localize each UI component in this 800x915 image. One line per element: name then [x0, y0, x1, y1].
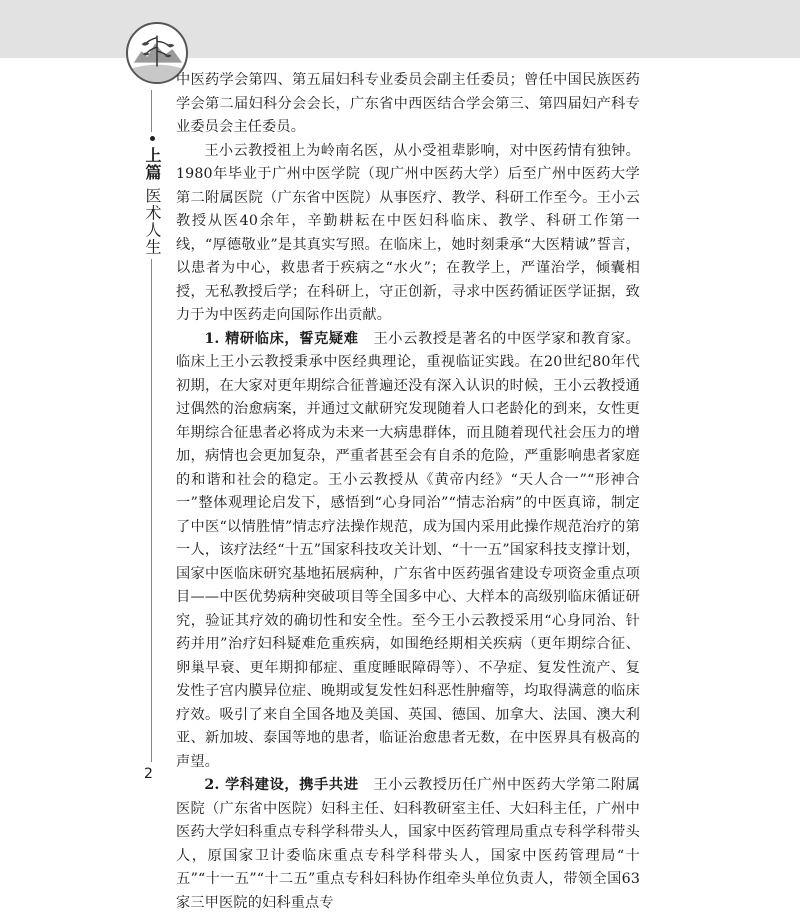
chapter-label: 医术人生 — [143, 187, 162, 256]
section-heading: 1. 精研临床，誓克疑难 — [204, 330, 359, 347]
body-text — [176, 69, 640, 915]
paragraph: 中医药学会第四、第五届妇科专业委员会副主任委员；曾任中国民族医药学会第二届妇科分会会长，广东省中西医结合学会第三、第四届妇产科专业委员会主任委员。 — [176, 72, 640, 135]
paragraph-body: 王小云教授历任广州中医药大学第二附属医院（广东省中医院）妇科主任、妇科教研室主任、大妇科主任，广州中医药大学妇科重点专科学科带头人，国家中医药管理局重点专科学科带头人，原国家卫计委临床重点专科学科带头人，国家中医药管理局“十五”“十一五”“十二五”重点专科妇科协作组牵头单位负责人，带领全国63家三甲医院的妇科重点专 — [176, 777, 640, 911]
header-band — [0, 0, 800, 58]
section-heading: 2. 学科建设，携手共进 — [204, 777, 359, 793]
page-number: 2 — [144, 766, 153, 782]
bullet-dot-icon — [150, 136, 155, 141]
paragraph — [176, 774, 640, 915]
paragraph — [176, 328, 640, 775]
paragraph-body: 王小云教授是著名的中医学家和教育家。临床上王小云教授秉承中医经典理论，重视临证实践。在20世纪80年代初期，在大家对更年期综合征普遍还没有深入认识的时候，王小云教授通过偶然的治愈病案，并通过文献研究发现随着人口老龄化的到来，女性更年期综合征患者必将成为未来一大病患群体，而且随着现代社会压力的增加，病情也会更加复杂，严重者甚至会有自杀的危险，严重影响患者家庭的和谐和社会的稳定。王小云教授从《黄帝内经》“天人合一”“形神合一”整体观理论启发下，感悟到“心身同治”“情志治病”的中医真谛，制定了中医“以情胜情”情志疗法操作规范，成为国内采用此操作规范治疗的第一人，该疗法经“十五”国家科技攻关计划、“十一五”国家科技支撑计划，国家中医临床研究基地拓展病种，广东省中医药强省建设专项资金重点项目——中医优势病种突破项目等全国多中心、大样本的高级别临床循证研究，验证其疗效的确切性和安全性。至今王小云教授采用“心身同治、针药并用”治疗妇科疑难危重疾病，如围绝经期相关疾病（更年期综合征、卵巢早衰、更年期抑郁症、重度睡眠障碍等）、不孕症、复发性流产、复发性子宫内膜异位症、晚期或复发性妇科恶性肿瘤等，均取得满意的临床疗效。吸引了来自全国各地及美国、英国、德国、加拿大、法国、澳大利亚、新加坡、泰国等地的患者，临证治愈患者无数，在中医界具有极高的声望。 — [176, 330, 640, 770]
part-label: 上篇 — [143, 147, 162, 182]
paragraph: 王小云教授祖上为岭南名医，从小受祖辈影响，对中医药情有独钟。1980年毕业于广州中医学院（现广州中医药大学）后至广州中医药大学第二附属医院（广东省中医院）从事医疗、教学、科研工作至今。王小云教授从医40余年，辛勤耕耘在中医妇科临床、教学、科研工作第一线，“厚德敬业”是其真实写照。在临床上，她时刻秉承“大医精诚”誓言，以患者为中心，救患者于疾病之“水火”；在教学上，严谨治学，倾囊相授，无私教授后学；在科研上，守正创新，寻求中医药循证医学证据，致力于为中医药走向国际作出贡献。 — [176, 142, 640, 323]
running-header — [143, 132, 161, 259]
